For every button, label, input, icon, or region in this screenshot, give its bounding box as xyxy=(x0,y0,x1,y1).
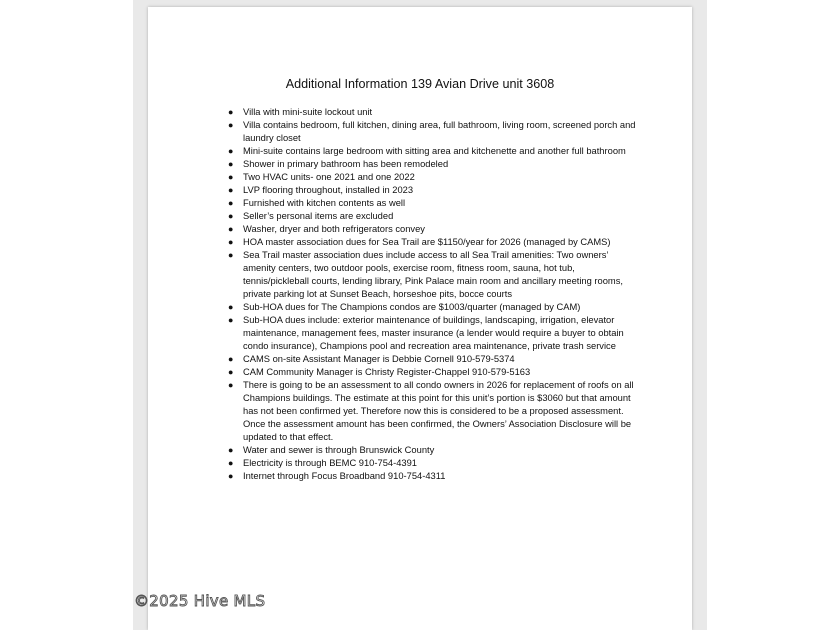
bullet-dot-icon: ● xyxy=(228,146,234,156)
bullet-dot-icon: ● xyxy=(228,354,234,364)
bullet-dot-icon: ● xyxy=(228,237,234,247)
list-item xyxy=(228,249,643,301)
list-item xyxy=(228,444,643,457)
list-item-text: There is going to be an assessment to all condo owners in 2026 for replacement of roofs on all Champions buildings. The estimate at this point for this unit’s portion is $3060 but that amount has not been confirmed yet. Therefore now this is considered to be a proposed assessment. Once the assessment amount has been confirmed, the Owners’ Association Disclosure will be updated to that effect. xyxy=(243,380,634,442)
bullet-list xyxy=(228,106,643,483)
bullet-dot-icon: ● xyxy=(228,107,234,117)
document-page xyxy=(148,7,692,630)
list-item xyxy=(228,184,643,197)
document-title: Additional Information 139 Avian Drive unit 3608 xyxy=(285,77,555,91)
list-item-text: Villa contains bedroom, full kitchen, dining area, full bathroom, living room, screened porch and laundry closet xyxy=(243,120,636,143)
list-item-text: Villa with mini-suite lockout unit xyxy=(243,107,373,117)
bullet-dot-icon: ● xyxy=(228,380,234,390)
bullet-dot-icon: ● xyxy=(228,159,234,169)
list-item xyxy=(228,366,643,379)
list-item xyxy=(228,106,643,119)
list-item xyxy=(228,379,643,444)
list-item-text: CAMS on-site Assistant Manager is Debbie Cornell 910-579-5374 xyxy=(243,354,515,364)
bullet-dot-icon: ● xyxy=(228,445,234,455)
bullet-dot-icon: ● xyxy=(228,458,234,468)
list-item xyxy=(228,119,643,145)
list-item-text: Sub-HOA dues include: exterior maintenance of buildings, landscaping, irrigation, elevator maintenance, management fees, master insurance (a lender would require a buyer to obtain condo insurance), Champions pool and recreation area maintenance, private trash service xyxy=(243,315,624,351)
list-item-text: Two HVAC units- one 2021 and one 2022 xyxy=(243,172,415,182)
list-item-text: Furnished with kitchen contents as well xyxy=(243,198,406,208)
list-item-text: Water and sewer is through Brunswick County xyxy=(243,445,435,455)
list-item xyxy=(228,210,643,223)
bullet-dot-icon: ● xyxy=(228,198,234,208)
list-item-text: LVP flooring throughout, installed in 2023 xyxy=(243,185,414,195)
bullet-dot-icon: ● xyxy=(228,224,234,234)
list-item xyxy=(228,145,643,158)
list-item xyxy=(228,470,643,483)
list-item-text: Seller’s personal items are excluded xyxy=(243,211,394,221)
list-item-text: Internet through Focus Broadband 910-754-4311 xyxy=(243,471,446,481)
list-item-text: HOA master association dues for Sea Trail are $1150/year for 2026 (managed by CAMS) xyxy=(243,237,611,247)
bullet-dot-icon: ● xyxy=(228,471,234,481)
list-item-text: Shower in primary bathroom has been remodeled xyxy=(243,159,449,169)
bullet-dot-icon: ● xyxy=(228,315,234,325)
list-item-text: CAM Community Manager is Christy Register-Chappel 910-579-5163 xyxy=(243,367,531,377)
list-item xyxy=(228,314,643,353)
list-item-text: Electricity is through BEMC 910-754-4391 xyxy=(243,458,417,468)
bullet-dot-icon: ● xyxy=(228,185,234,195)
list-item-text: Mini-suite contains large bedroom with sitting area and kitchenette and another full bathroom xyxy=(243,146,626,156)
list-item xyxy=(228,457,643,470)
bullet-dot-icon: ● xyxy=(228,302,234,312)
list-item xyxy=(228,158,643,171)
list-item-text: Washer, dryer and both refrigerators convey xyxy=(243,224,425,234)
bullet-dot-icon: ● xyxy=(228,120,234,130)
list-item xyxy=(228,301,643,314)
list-item xyxy=(228,197,643,210)
list-item xyxy=(228,353,643,366)
list-item xyxy=(228,223,643,236)
list-item-text: Sub-HOA dues for The Champions condos are $1003/quarter (managed by CAM) xyxy=(243,302,581,312)
list-item xyxy=(228,171,643,184)
bullet-dot-icon: ● xyxy=(228,172,234,182)
bullet-dot-icon: ● xyxy=(228,250,234,260)
list-item-text: Sea Trail master association dues include access to all Sea Trail amenities: Two owners’ amenity centers, two outdoor pools, exercise room, fitness room, sauna, hot tub, tennis/pickleball courts, lending library, Pink Palace main room and ancillary meeting rooms, private parking lot at Sunset Beach, horseshoe pits, bocce courts xyxy=(243,250,623,299)
list-item xyxy=(228,236,643,249)
bullet-dot-icon: ● xyxy=(228,211,234,221)
bullet-dot-icon: ● xyxy=(228,367,234,377)
copyright-watermark: ©2025 Hive MLS xyxy=(134,592,266,610)
